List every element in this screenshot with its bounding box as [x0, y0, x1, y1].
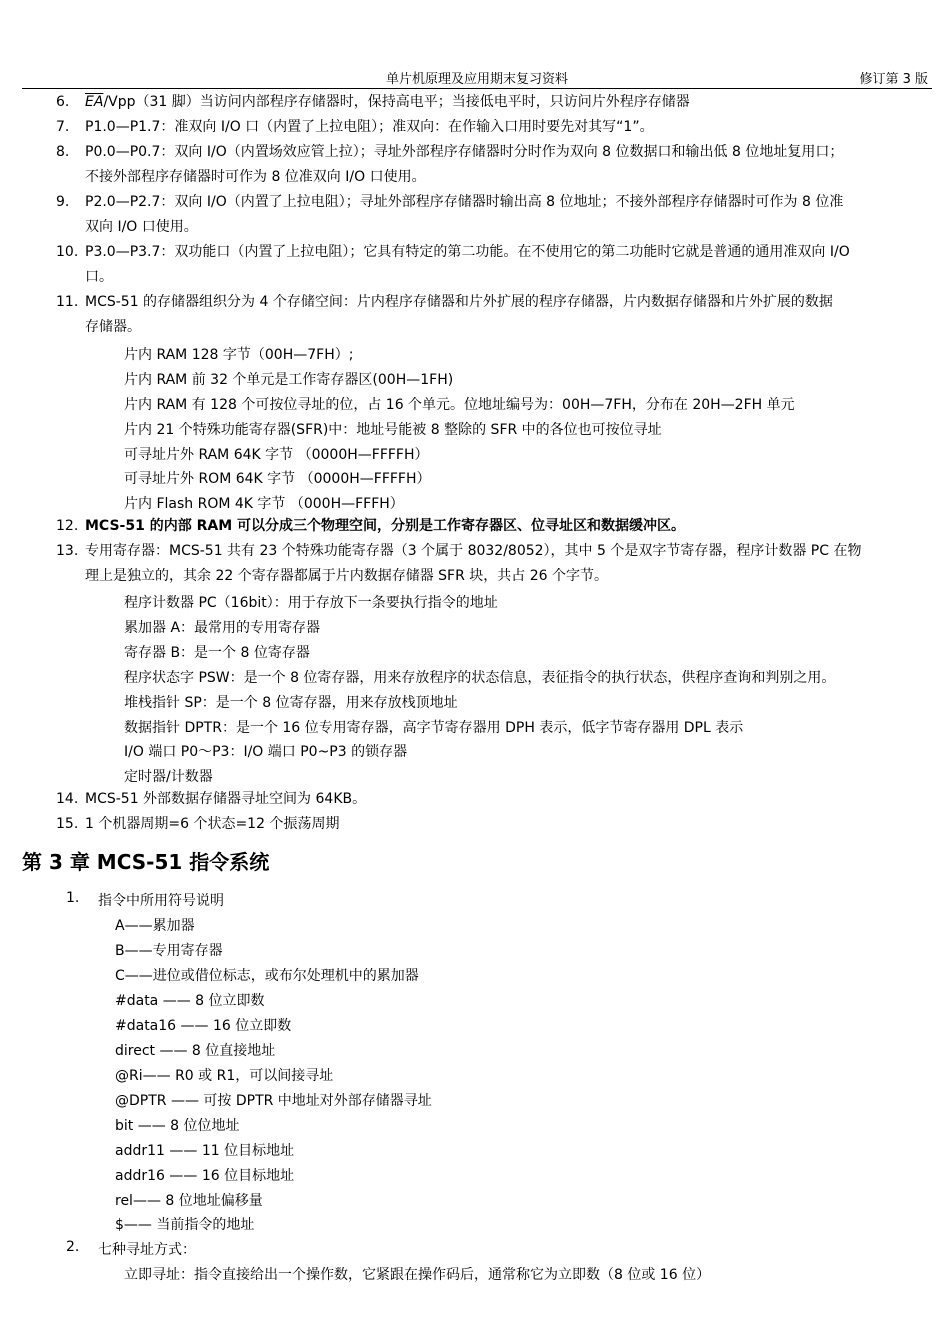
symbol-line: @Ri—— R0 或 R1，可以间接寻址 [115, 1068, 334, 1084]
symbol-line: rel—— 8 位地址偏移量 [115, 1193, 263, 1209]
item-text: 指令中所用符号说明 [98, 893, 224, 909]
item-text-line2: 不接外部程序存储器时可作为 8 位准双向 I/O 口使用。 [85, 169, 426, 185]
sub-line: 可寻址片外 RAM 64K 字节 （0000H—FFFFH） [124, 447, 429, 463]
page-header [22, 66, 932, 89]
item-number: 11. [56, 294, 79, 310]
sub-line: 片内 RAM 有 128 个可按位寻址的位，占 16 个单元。位地址编号为：00H—7FH，分布在 20H—2FH 单元 [124, 397, 795, 413]
symbol-line: bit —— 8 位位地址 [115, 1118, 240, 1134]
item-number: 15. [56, 816, 79, 832]
item-text: MCS-51 外部数据存储器寻址空间为 64KB。 [85, 791, 367, 807]
item-text-line1: P2.0—P2.7：双向 I/O（内置了上拉电阻）；寻址外部程序存储器时输出高 8 位地址；不接外部程序存储器时可作为 8 位准 [85, 194, 844, 210]
symbol-line: A——累加器 [115, 918, 195, 934]
sub-line: I/O 端口 P0～P3：I/O 端口 P0~P3 的锁存器 [124, 744, 408, 760]
list-item [0, 90, 950, 115]
item-text-line1: P3.0—P3.7：双功能口（内置了上拉电阻）；它具有特定的第二功能。在不使用它的第二功能时它就是普通的通用准双向 I/O [85, 244, 850, 260]
symbol-line: #data —— 8 位立即数 [115, 993, 265, 1009]
sub-line: 程序状态字 PSW：是一个 8 位寄存器，用来存放程序的状态信息，表征指令的执行状态，供程序查询和判别之用。 [124, 670, 836, 686]
item-text-line2: 口。 [85, 269, 113, 285]
symbol-line: @DPTR —— 可按 DPTR 中地址对外部存储器寻址 [115, 1093, 432, 1109]
symbol-line: C——进位或借位标志，或布尔处理机中的累加器 [115, 968, 419, 984]
sub-line: 定时器/计数器 [124, 769, 213, 785]
item-text: 1 个机器周期=6 个状态=12 个振荡周期 [85, 816, 340, 832]
item-number: 1. [66, 890, 80, 906]
sub-line: 寄存器 B：是一个 8 位寄存器 [124, 645, 310, 661]
sub-line: 片内 21 个特殊功能寄存器(SFR)中：地址号能被 8 整除的 SFR 中的各位也可按位寻址 [124, 422, 662, 438]
sub-line: 片内 RAM 128 字节（00H—7FH）; [124, 347, 354, 363]
sub-line: 累加器 A：最常用的专用寄存器 [124, 620, 321, 636]
symbol-line: direct —— 8 位直接地址 [115, 1043, 276, 1059]
symbol-line: addr11 —— 11 位目标地址 [115, 1143, 295, 1159]
chapter-heading: 第 3 章 MCS-51 指令系统 [22, 850, 270, 874]
sub-line: 片内 Flash ROM 4K 字节 （000H—FFFH） [124, 496, 404, 512]
header-title: 单片机原理及应用期末复习资料 [385, 72, 568, 87]
item-text-line2: 存储器。 [85, 319, 141, 335]
ea-overline: $\overline{EA}$ [85, 94, 104, 110]
item-text-line2: 理上是独立的，其余 22 个寄存器都属于片内数据存储器 SFR 块，共占 26 个字节。 [85, 568, 608, 584]
item-text-line1: P0.0—P0.7：双向 I/O（内置场效应管上拉）；寻址外部程序存储器时分时作为双向 8 位数据口和输出低 8 位地址复用口； [85, 144, 844, 160]
item-number: 10. [56, 244, 79, 260]
symbol-line: addr16 —— 16 位目标地址 [115, 1168, 295, 1184]
sub-line: 片内 RAM 前 32 个单元是工作寄存器区(00H—1FH) [124, 372, 454, 388]
item-number: 7. [56, 119, 70, 135]
item-text [85, 90, 690, 115]
item-number: 14. [56, 791, 79, 807]
item-number: 12. [56, 518, 79, 534]
item-text-bold: MCS-51 的内部 RAM 可以分成三个物理空间，分别是工作寄存器区、位寻址区和数据缓冲区。 [85, 518, 686, 534]
symbol-line: $—— 当前指令的地址 [115, 1217, 255, 1233]
item-number: 2. [66, 1239, 80, 1255]
sub-line: 可寻址片外 ROM 64K 字节 （0000H—FFFFH） [124, 471, 431, 487]
symbol-line: B——专用寄存器 [115, 943, 223, 959]
item-text-line2: 双向 I/O 口使用。 [85, 219, 198, 235]
item-text: P1.0—P1.7：准双向 I/O 口（内置了上拉电阻）；准双向：在作输入口用时要先对其写“1”。 [85, 119, 654, 135]
symbol-line: #data16 —— 16 位立即数 [115, 1018, 292, 1034]
item-text-line1: MCS-51 的存储器组织分为 4 个存储空间：片内程序存储器和片外扩展的程序存储器，片内数据存储器和片外扩展的数据 [85, 294, 833, 310]
item-text-body: /Vpp（31 脚）当访问内部程序存储器时，保持高电平；当接低电平时，只访问片外程序存储器 [103, 94, 690, 110]
sub-line: 堆栈指针 SP：是一个 8 位寄存器，用来存放栈顶地址 [124, 695, 458, 711]
header-version: 修订第 3 版 [859, 72, 928, 87]
sub-line: 程序计数器 PC（16bit）：用于存放下一条要执行指令的地址 [124, 595, 498, 611]
item-number: 6. [56, 94, 70, 110]
item-text: 七种寻址方式： [98, 1242, 196, 1258]
item-number: 8. [56, 144, 70, 160]
sub-line: 数据指针 DPTR：是一个 16 位专用寄存器，高字节寄存器用 DPH 表示，低字节寄存器用 DPL 表示 [124, 720, 744, 736]
item-number: 9. [56, 194, 70, 210]
item-text-line1: 专用寄存器：MCS-51 共有 23 个特殊功能寄存器（3 个属于 8032/8052），其中 5 个是双字节寄存器，程序计数器 PC 在物 [85, 543, 862, 559]
item-number: 13. [56, 543, 79, 559]
sub-line: 立即寻址：指令直接给出一个操作数，它紧跟在操作码后，通常称它为立即数（8 位或 16 位） [124, 1267, 711, 1283]
